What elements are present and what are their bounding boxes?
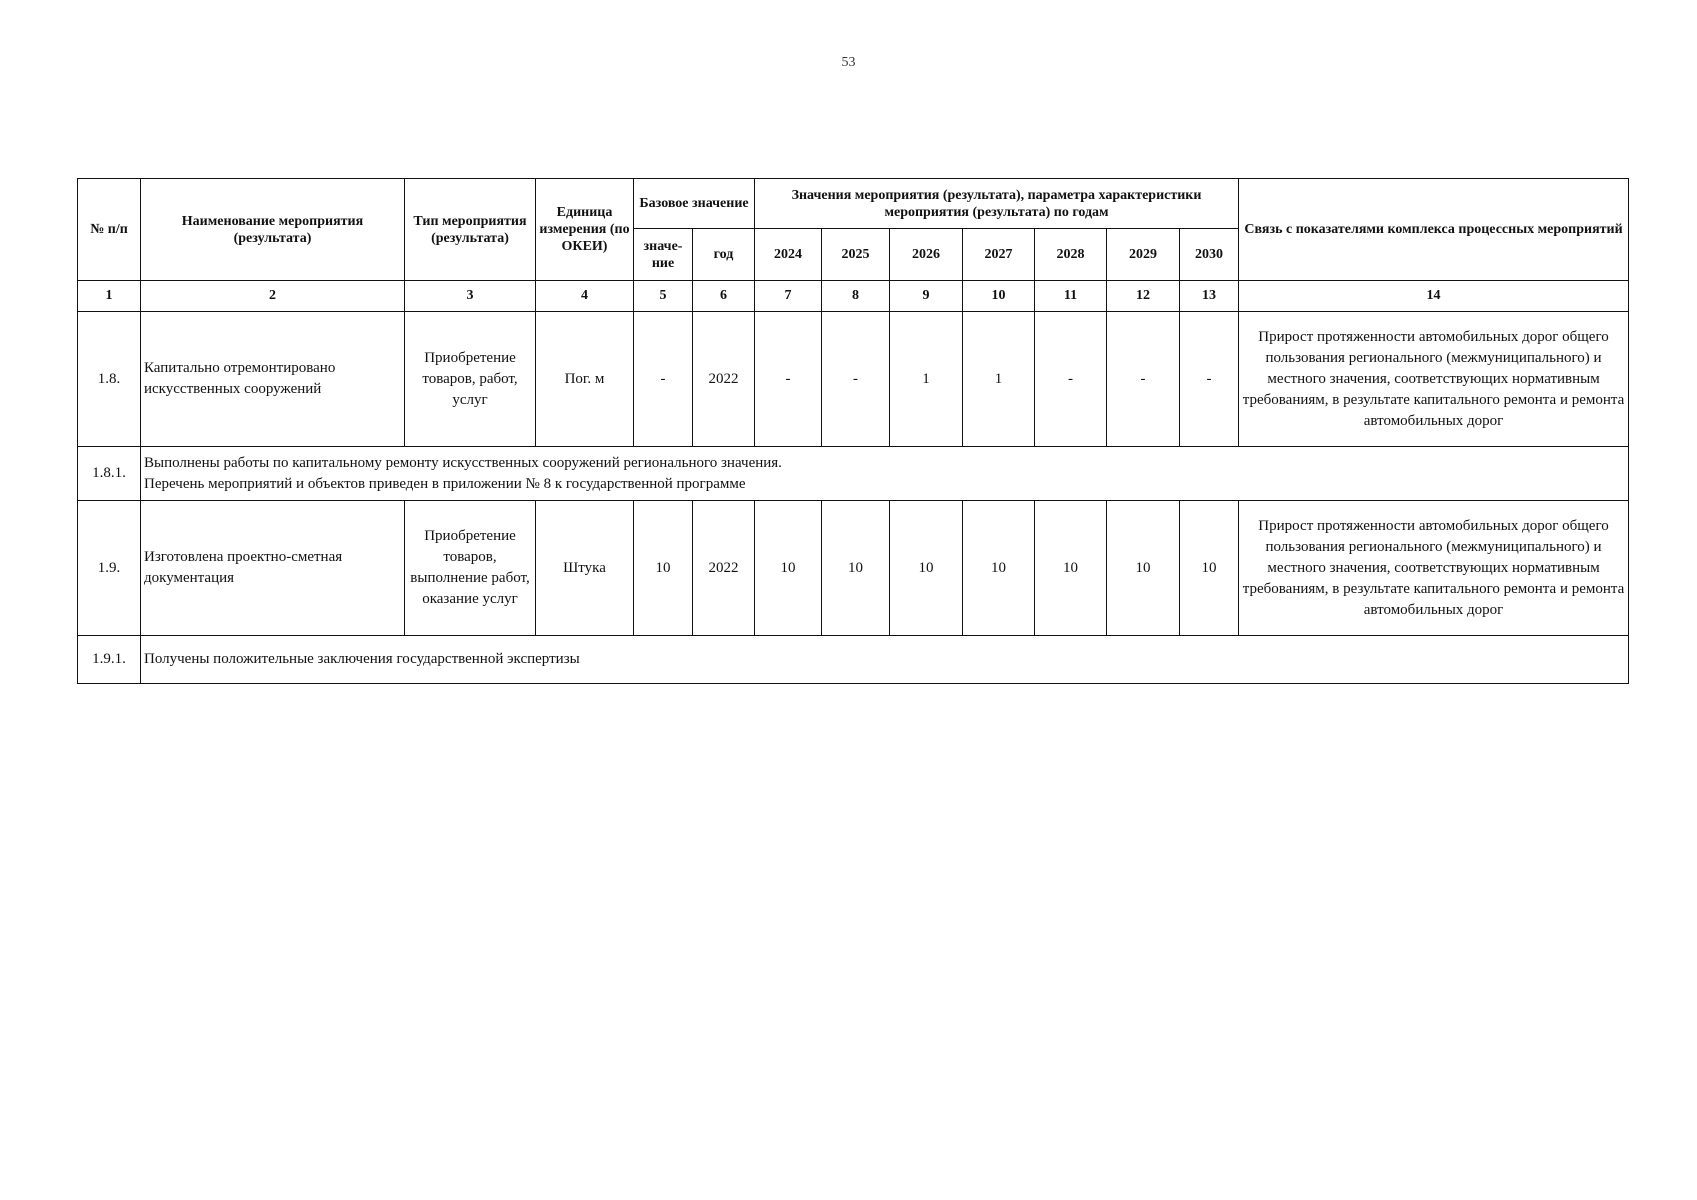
column-numbers-row	[78, 281, 1629, 312]
row-year-value: 10	[1035, 501, 1107, 636]
header-base-value: значе-ние	[634, 229, 693, 281]
row-year-value: -	[1107, 312, 1180, 447]
header-year: 2029	[1107, 229, 1180, 281]
subrow-text	[141, 447, 1629, 501]
row-year-value: -	[1180, 312, 1239, 447]
row-year-value: 10	[890, 501, 963, 636]
column-number: 1	[78, 281, 141, 312]
column-number: 12	[1107, 281, 1180, 312]
column-number: 3	[405, 281, 536, 312]
header-year: 2028	[1035, 229, 1107, 281]
header-unit: Единица измерения (по ОКЕИ)	[536, 179, 634, 281]
column-number: 11	[1035, 281, 1107, 312]
subrow-text	[141, 636, 1629, 684]
subrow-num: 1.8.1.	[78, 447, 141, 501]
row-year-value: -	[1035, 312, 1107, 447]
column-number: 14	[1239, 281, 1629, 312]
row-year-value: 10	[755, 501, 822, 636]
column-number: 2	[141, 281, 405, 312]
header-year: 2030	[1180, 229, 1239, 281]
row-name: Капитально отремонтировано искусственных сооружений	[141, 312, 405, 447]
subrow-text-line: Получены положительные заключения государственной экспертизы	[144, 651, 580, 667]
table-subrow	[78, 447, 1629, 501]
page-number: 53	[841, 55, 856, 70]
column-number: 9	[890, 281, 963, 312]
row-year-value: 1	[890, 312, 963, 447]
measures-table	[77, 178, 1629, 684]
row-year-value: 10	[1180, 501, 1239, 636]
header-name: Наименование мероприятия (результата)	[141, 179, 405, 281]
table-subrow	[78, 636, 1629, 684]
header-num: № п/п	[78, 179, 141, 281]
row-name: Изготовлена проектно-сметная документация	[141, 501, 405, 636]
column-number: 10	[963, 281, 1035, 312]
row-type: Приобретение товаров, выполнение работ, оказание услуг	[405, 501, 536, 636]
row-link: Прирост протяженности автомобильных дорог общего пользования регионального (межмуниципального) и местного значения, соответствующих нормативным требованиям, в результате капитального ремонта и ремонта автомобильных дорог	[1239, 312, 1629, 447]
row-base-year: 2022	[693, 501, 755, 636]
header-year: 2027	[963, 229, 1035, 281]
row-year-value: 10	[1107, 501, 1180, 636]
header-link: Связь с показателями комплекса процессных мероприятий	[1239, 179, 1629, 281]
row-year-value: -	[755, 312, 822, 447]
column-number: 5	[634, 281, 693, 312]
header-year: 2024	[755, 229, 822, 281]
row-type: Приобретение товаров, работ, услуг	[405, 312, 536, 447]
row-base-year: 2022	[693, 312, 755, 447]
header-row	[78, 179, 1629, 229]
header-values-by-year: Значения мероприятия (результата), параметра характеристики мероприятия (результата) по годам	[755, 179, 1239, 229]
row-base-value: 10	[634, 501, 693, 636]
column-number: 6	[693, 281, 755, 312]
row-unit: Штука	[536, 501, 634, 636]
column-number: 13	[1180, 281, 1239, 312]
row-year-value: -	[822, 312, 890, 447]
subrow-text-line: Выполнены работы по капитальному ремонту искусственных сооружений регионального значения.	[144, 454, 782, 471]
header-year: 2026	[890, 229, 963, 281]
header-base-year: год	[693, 229, 755, 281]
row-link: Прирост протяженности автомобильных дорог общего пользования регионального (межмуниципального) и местного значения, соответствующих нормативным требованиям, в результате капитального ремонта и ремонта автомобильных дорог	[1239, 501, 1629, 636]
header-type: Тип мероприятия (результата)	[405, 179, 536, 281]
subrow-text-line: Перечень мероприятий и объектов приведен в приложении № 8 к государственной программе	[144, 475, 746, 492]
row-year-value: 10	[963, 501, 1035, 636]
subrow-num: 1.9.1.	[78, 636, 141, 684]
column-number: 8	[822, 281, 890, 312]
header-year: 2025	[822, 229, 890, 281]
row-year-value: 1	[963, 312, 1035, 447]
column-number: 4	[536, 281, 634, 312]
row-unit: Пог. м	[536, 312, 634, 447]
table-row	[78, 312, 1629, 447]
table-row	[78, 501, 1629, 636]
row-year-value: 10	[822, 501, 890, 636]
row-num: 1.9.	[78, 501, 141, 636]
header-base: Базовое значение	[634, 179, 755, 229]
row-num: 1.8.	[78, 312, 141, 447]
row-base-value: -	[634, 312, 693, 447]
column-number: 7	[755, 281, 822, 312]
